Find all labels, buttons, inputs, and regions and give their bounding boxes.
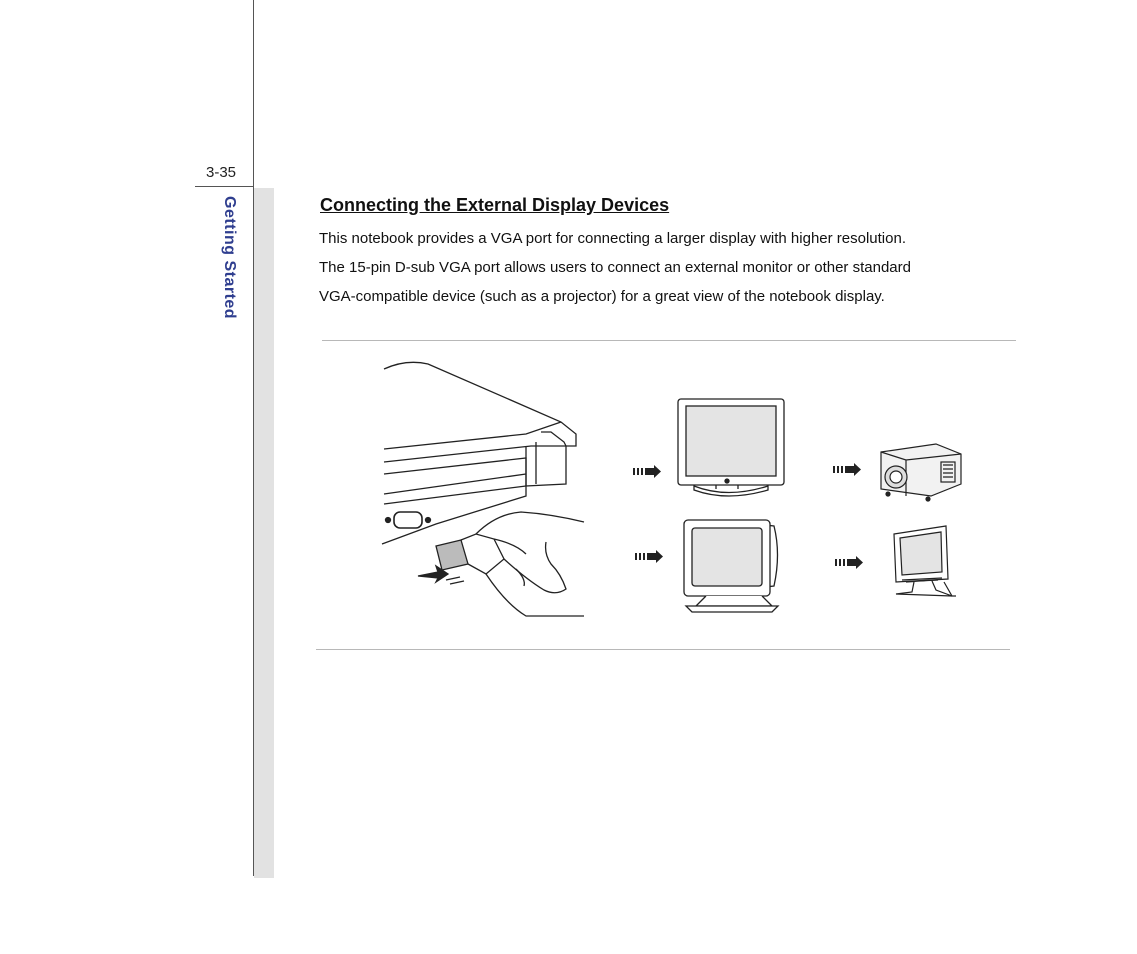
paragraph-line: This notebook provides a VGA port for connecting a larger display with higher resolution. xyxy=(319,230,906,247)
paragraph-line: VGA-compatible device (such as a projector) for a great view of the notebook display. xyxy=(319,288,885,305)
lcd-tv-icon xyxy=(678,399,784,496)
laptop-vga-icon xyxy=(382,362,584,616)
lcd-monitor-icon xyxy=(894,526,956,596)
crt-monitor-icon xyxy=(684,520,778,612)
body-text xyxy=(319,224,1019,311)
illustration-bottom-rule xyxy=(316,649,1010,650)
page-number: 3-35 xyxy=(206,164,237,181)
paragraph-line: The 15-pin D-sub VGA port allows users to connect an external monitor or other standard xyxy=(319,259,911,276)
side-bar xyxy=(254,188,274,878)
header-rule xyxy=(195,186,254,187)
projector-icon xyxy=(881,444,961,501)
illustration-top-rule xyxy=(322,340,1016,341)
section-title: Connecting the External Display Devices xyxy=(320,195,670,215)
vga-connection-illustration xyxy=(376,354,976,624)
section-label: Getting Started xyxy=(221,196,238,320)
